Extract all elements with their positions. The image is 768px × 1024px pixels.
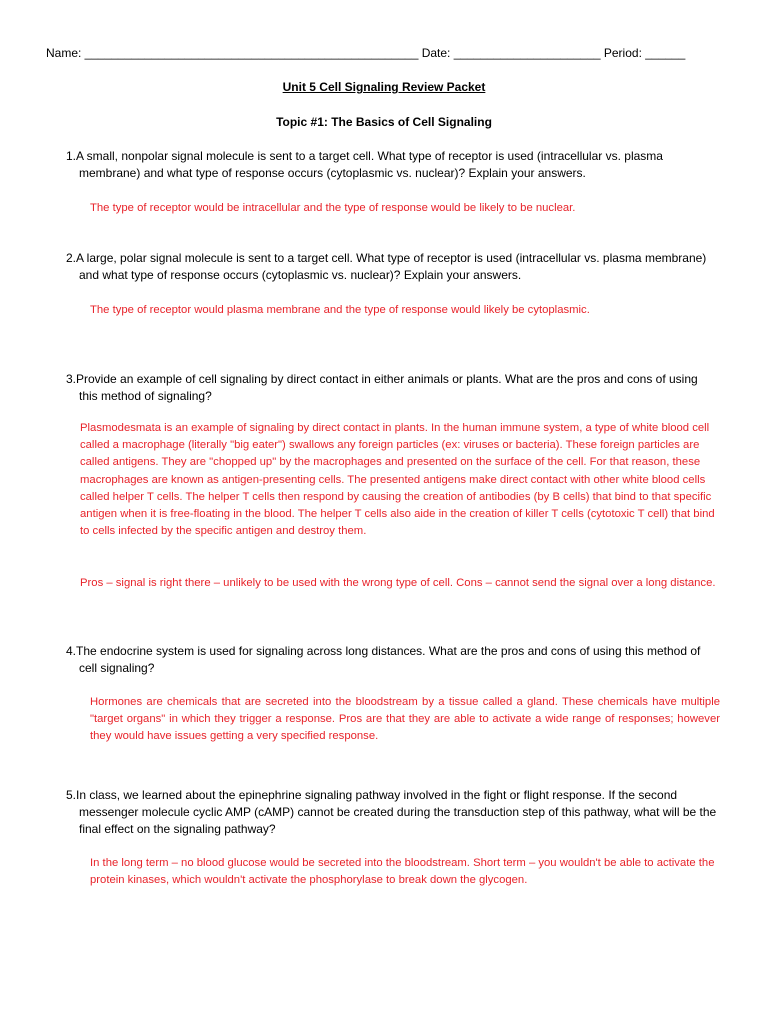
packet-title: Unit 5 Cell Signaling Review Packet [282, 80, 486, 94]
topic-title: Topic #1: The Basics of Cell Signaling [276, 115, 492, 129]
answer-3-paragraph-1: Plasmodesmata is an example of signaling by direct contact in plants. In the human immune system, a type of white blood cell called a macrophage (literally "big eater") swallows any foreign particles (ex: viruses or bacteria). These foreign particles are called antigens. They are "chopped up" by the macrophages and presented on the surface of the cell. For that reason, these macrophages are known as antigen-presenting cells. The presented antigens make direct contact with other white blood cells called helper T cells. The helper T cells then respond by causing the creation of antibodies (by B cells) that bind to that specific antigen when it is free-floating in the blood. The helper T cells also aide in the creation of killer T cells (cytotoxic T cell) that bind to cells infected by the specific antigen and destroy them. [80, 422, 715, 538]
question-2 [66, 250, 716, 284]
question-1 [66, 148, 716, 182]
question-5 [66, 787, 721, 838]
answer-4: Hormones are chemicals that are secreted into the bloodstream by a tissue called a gland. These chemicals have multiple "target organs" in which they trigger a response. Pros are that they are able to activate a wide range of responses; however they would have issues getting a very specified response. [90, 696, 720, 743]
answer-1: The type of receptor would be intracellular and the type of response would be likely to be nuclear. [90, 202, 576, 214]
question-2-text: 2.A large, polar signal molecule is sent to a target cell. What type of receptor is used (intracellular vs. plasma membrane) and what type of response occurs (cytoplasmic vs. nuclear)? Explain your answers. [66, 251, 707, 282]
question-4-text: 4.The endocrine system is used for signaling across long distances. What are the pros and cons of using this method of cell signaling? [66, 644, 701, 675]
question-5-text: 5.In class, we learned about the epinephrine signaling pathway involved in the fight or flight response. If the second messenger molecule cyclic AMP (cAMP) cannot be created during the transduction step of this pathway, what will be the final effect on the signaling pathway? [66, 788, 717, 836]
answer-2: The type of receptor would plasma membrane and the type of response would likely be cytoplasmic. [90, 304, 590, 316]
answer-3-paragraph-2: Pros – signal is right there – unlikely to be used with the wrong type of cell. Cons – cannot send the signal over a long distance. [80, 577, 716, 589]
question-4 [66, 643, 716, 677]
question-3-text: 3.Provide an example of cell signaling by direct contact in either animals or plants. What are the pros and cons of using this method of signaling? [66, 372, 698, 403]
answer-5: In the long term – no blood glucose would be secreted into the bloodstream. Short term – you wouldn't be able to activate the protein kinases, which wouldn't activate the phosphorylase to break down the glycogen. [90, 857, 715, 887]
question-3 [66, 371, 716, 405]
question-1-text: 1.A small, nonpolar signal molecule is sent to a target cell. What type of receptor is used (intracellular vs. plasma membrane) and what type of response occurs (cytoplasmic vs. nuclear)? Explain your answers. [66, 149, 663, 180]
name-date-period-line: Name: __________________________________________________ Date: ______________________ Period: ______ [46, 46, 686, 60]
